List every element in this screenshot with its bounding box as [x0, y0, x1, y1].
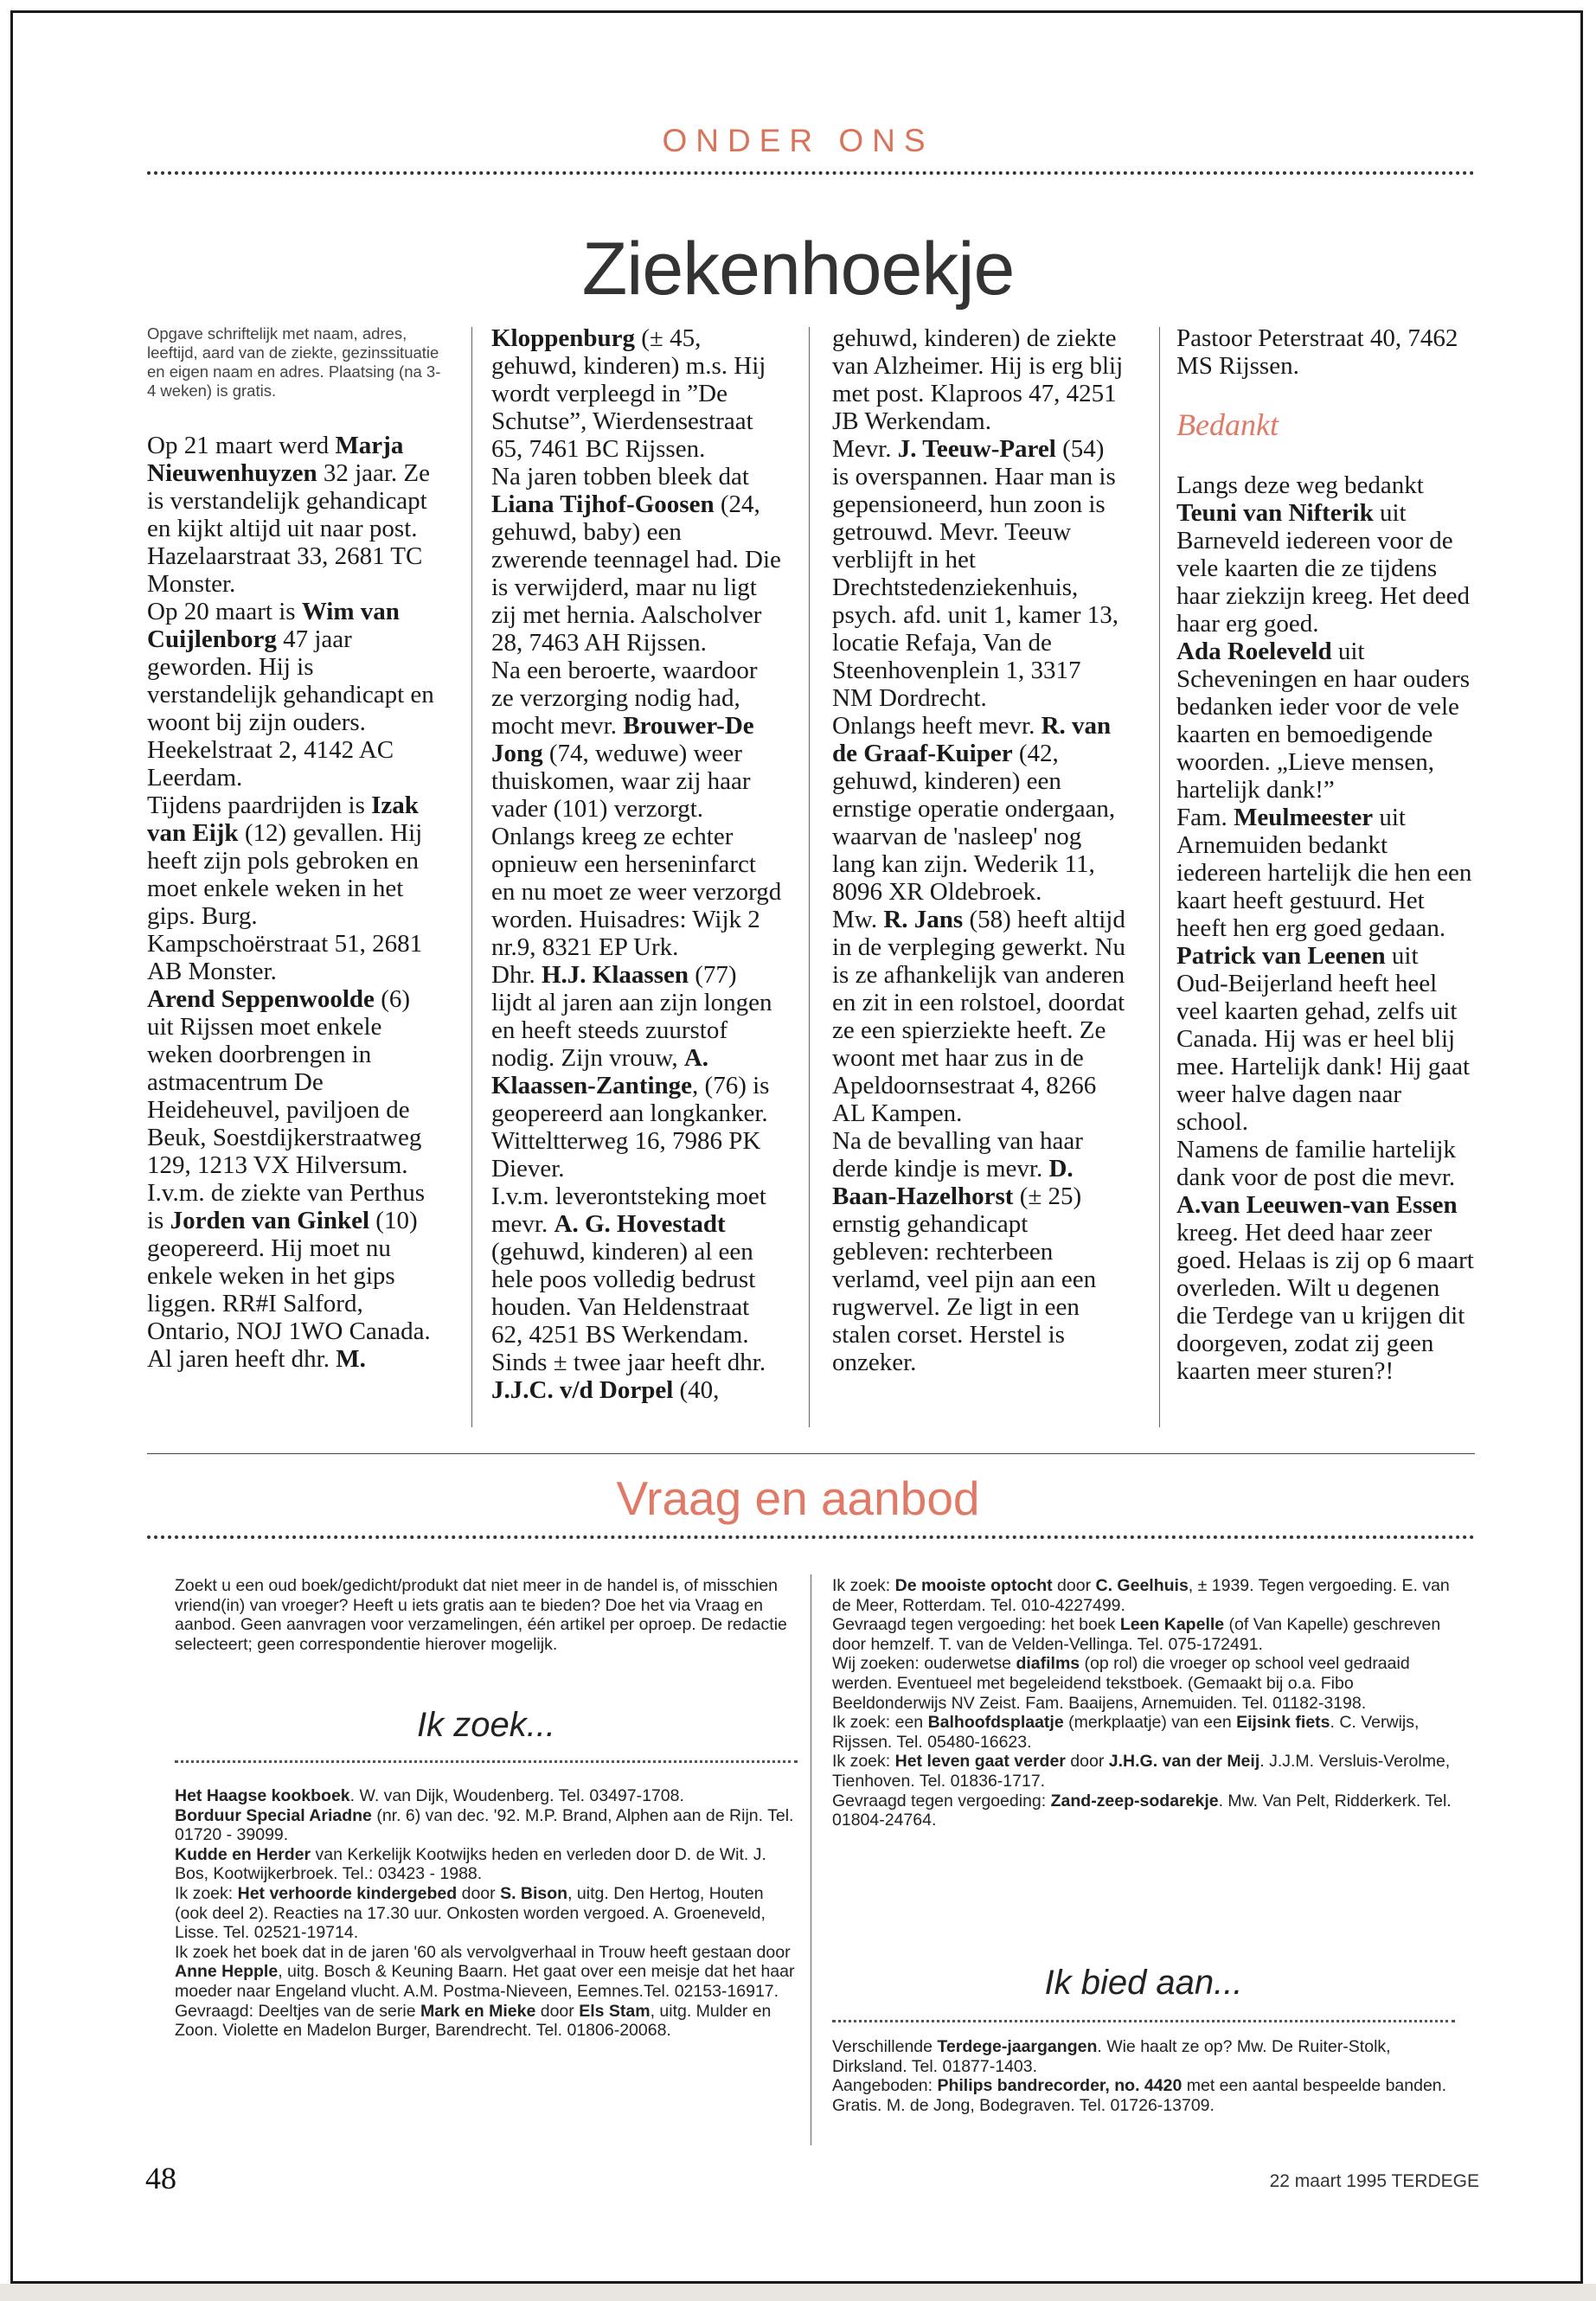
entry-paragraph: Wij zoeken: ouderwetse diafilms (op rol) die vroeger op school veel gedraaid werden. Eventueel met begeleidend tekstboek. (Gemaakt bij o.a. Fibo Beeldonderwijs NV Zeist. Fam. Baaijens, Arnemuiden. Tel. 01182-3198. — [832, 1654, 1410, 1713]
entry-name: Het verhoorde kindergebed — [237, 1883, 458, 1903]
entry-name: Het leven gaat verder — [894, 1752, 1066, 1772]
entry-paragraph: Gevraagd: Deeltjes van de serie Mark en Mieke door Els Stam, uitg. Mulder en Zoon. Violette en Madelon Burger, Barendrecht. Tel. 01806-20068. — [175, 2001, 772, 2041]
entry-name: Mark en Mieke — [420, 2001, 536, 2021]
entry-name: Els Stam — [579, 2001, 651, 2021]
entry-name: M. — [336, 1345, 366, 1373]
entry-name: A. G. Hovestadt — [554, 1210, 726, 1238]
entry-name: A. Klaassen-Zantinge — [491, 1044, 709, 1099]
entry-paragraph: gehuwd, kinderen) de ziekte van Alzheimer. Hij is erg blij met post. Klaproos 47, 4251 JB Werkendam. — [832, 324, 1124, 435]
entry-name: Teuni van Nifterik — [1176, 499, 1374, 527]
vraag-intro: Zoekt u een oud boek/gedicht/produkt dat niet meer in de handel is, of misschien vriend(in) van vroeger? Heeft u iets gratis aan te bieden? Doe het via Vraag en aanbod. Geen aanvragen voor verzamelingen, één artikel per oproep. De redactie selecteert; geen correspondentie hierover mogelijk. — [175, 1576, 787, 1654]
entry-paragraph: Langs deze weg bedankt Teuni van Nifterik uit Barneveld iedereen voor de vele kaarten die ze tijdens haar ziekzijn kreeg. Het deed haar erg goed. — [1176, 471, 1470, 638]
section-kicker: ONDER ONS — [662, 123, 934, 158]
entry-name: Leen Kapelle — [1119, 1615, 1225, 1635]
column-3 — [832, 324, 1126, 1376]
entry-paragraph: Borduur Special Ariadne (nr. 6) van dec. '92. M.P. Brand, Alphen aan de Rijn. Tel. 01720 - 39099. — [175, 1805, 794, 1845]
entry-paragraph: Ik zoek: De mooiste optocht door C. Geelhuis, ± 1939. Tegen vergoeding. E. van de Meer, Rotterdam. Tel. 010-4227499. — [832, 1576, 1450, 1615]
page-title: Ziekenhoekje — [581, 228, 1015, 311]
entry-paragraph: Gevraagd tegen vergoeding: Zand-zeep-sodarekje. Mw. Van Pelt, Ridderkerk. Tel. 01804-24764. — [832, 1791, 1452, 1830]
column-rule — [471, 327, 472, 1427]
entry-paragraph: Op 21 maart werd Marja Nieuwenhuyzen 32 jaar. Ze is verstandelijk gehandicapt en kijkt altijd uit naar post. Hazelaarstraat 33, 2681 TC Monster. — [147, 432, 431, 598]
entry-name: Kloppenburg — [491, 324, 635, 352]
entry-paragraph: Mw. R. Jans (58) heeft altijd in de verpleging gewerkt. Nu is ze afhankelijk van anderen en zit in een rolstoel, doordat ze een spierziekte heeft. Ze woont met haar zus in de Apeldoornsestraat 4, 8266 AL Kampen. — [832, 906, 1126, 1127]
ik-zoek-left-list — [175, 1786, 798, 2041]
entry-paragraph: Na jaren tobben bleek dat Liana Tijhof-Goosen (24, gehuwd, baby) een zwerende teennagel had. Die is verwijderd, maar nu ligt zij met hernia. Aalscholver 28, 7463 AH Rijssen. — [491, 463, 781, 657]
column-rule — [1159, 327, 1160, 1427]
entry-paragraph: Arend Seppenwoolde (6) uit Rijssen moet enkele weken doorbrengen in astmacentrum De Heideheuvel, paviljoen de Beuk, Soestdijkerstraatweg 129, 1213 VX Hilversum. — [147, 985, 422, 1179]
entry-name: Balhoofdsplaatje — [927, 1713, 1064, 1733]
entry-name: Anne Hepple — [175, 1962, 279, 1982]
entry-paragraph: Dhr. H.J. Klaassen (77) lijdt al jaren aan zijn longen en heeft steeds zuurstof nodig. Zijn vrouw, A. Klaassen-Zantinge, (76) is geopereerd aan longkanker. Witteltterweg 16, 7986 PK Diever. — [491, 961, 772, 1183]
page-number: 48 — [145, 2161, 176, 2195]
entry-name: S. Bison — [500, 1883, 568, 1903]
entry-name: H.J. Klaassen — [542, 961, 689, 989]
entry-paragraph: Ik zoek het boek dat in de jaren '60 als vervolgverhaal in Trouw heeft gestaan door Anne Hepple, uitg. Bosch & Keuning Baarn. Het gaat over een meisje dat het haar moeder naar Engeland vlucht. A.M. Postma-Nieveen, Eemnes.Tel. 02153-16917. — [175, 1942, 795, 2001]
scan-edge — [0, 2284, 1596, 2301]
entry-name: Jorden van Ginkel — [170, 1207, 370, 1234]
entry-name: Wim van Cuijlenborg — [147, 598, 400, 653]
entry-name: R. van de Graaf-Kuiper — [832, 712, 1112, 767]
entry-paragraph: Patrick van Leenen uit Oud-Beijerland heeft heel veel kaarten gehad, zelfs uit Canada. Hij was er heel blij mee. Hartelijk dank! Hij gaat weer halve dagen naar school. — [1176, 942, 1471, 1136]
entry-name: Borduur Special Ariadne — [175, 1805, 372, 1825]
entry-name: Arend Seppenwoolde — [147, 985, 375, 1013]
column-rule — [809, 327, 810, 1427]
vraag-left-column — [175, 1576, 798, 1654]
ik-zoek-heading: Ik zoek... — [416, 1706, 556, 1744]
entry-name: A.van Leeuwen-van Essen — [1176, 1191, 1458, 1219]
entry-paragraph: Aangeboden: Philips bandrecorder, no. 4420 met een aantal bespeelde banden. Gratis. M. de Jong, Bodegraven. Tel. 01726-13709. — [832, 2076, 1447, 2115]
entry-paragraph: Mevr. J. Teeuw-Parel (54) is overspannen. Haar man is gepensioneerd, hun zoon is getrouwd. Mevr. Teeuw verblijft in het Drechtstedenziekenhuis, psych. afd. unit 1, kamer 13, locatie Refaja, Van de Steenhovenplein 1, 3317 NM Dordrecht. — [832, 435, 1119, 712]
column-1 — [147, 324, 441, 1373]
ik-bied-list — [832, 2037, 1455, 2115]
entry-name: Terdege-jaargangen — [937, 2037, 1098, 2056]
section-rule — [147, 1453, 1475, 1454]
entry-name: Kudde en Herder — [175, 1844, 311, 1864]
entry-name: Ada Roeleveld — [1176, 638, 1332, 665]
entry-paragraph: Al jaren heeft dhr. M. — [147, 1345, 366, 1373]
entry-paragraph: Ada Roeleveld uit Scheveningen en haar ouders bedanken ieder voor de vele kaarten en bemoedigende woorden. „Lieve mensen, hartelijk dank!” — [1176, 638, 1471, 804]
entry-name: D. Baan-Hazelhorst — [832, 1155, 1074, 1210]
bedankt-heading: Bedankt — [1176, 407, 1279, 442]
entry-name: R. Jans — [883, 906, 964, 933]
ik-zoek-divider — [175, 1760, 798, 1763]
entry-paragraph: Het Haagse kookboek. W. van Dijk, Woudenberg. Tel. 03497-1708. — [175, 1786, 684, 1805]
vraag-en-aanbod-title: Vraag en aanbod — [616, 1471, 980, 1525]
entry-name: J.H.G. van der Meij — [1108, 1752, 1260, 1772]
entry-name: Zand-zeep-sodarekje — [1050, 1791, 1219, 1811]
entry-paragraph: Ik zoek: Het verhoorde kindergebed door S. Bison, uitg. Den Hertog, Houten (ook deel 2). Reacties na 17.30 uur. Onkosten worden vergoed. A. Groeneveld, Lisse. Tel. 02521-19714. — [175, 1883, 766, 1943]
bedankt-entries — [1176, 471, 1475, 1385]
entry-name: Patrick van Leenen — [1176, 942, 1386, 970]
entry-name: Izak van Eijk — [147, 792, 419, 847]
entry-name: C. Geelhuis — [1095, 1576, 1189, 1595]
entry-paragraph: Fam. Meulmeester uit Arnemuiden bedankt iedereen hartelijk die hen een kaart heeft gestuurd. Het heeft hen erg goed gedaan. — [1176, 804, 1472, 942]
entry-name: J.J.C. v/d Dorpel — [491, 1376, 674, 1404]
entry-paragraph: Tijdens paardrijden is Izak van Eijk (12) gevallen. Hij heeft zijn pols gebroken en moet enkele weken in het gips. Burg. Kampschoërstraat 51, 2681 AB Monster. — [147, 792, 423, 985]
entry-paragraph: Ik zoek: Het leven gaat verder door J.H.G. van der Meij. J.J.M. Versluis-Verolme, Tienhoven. Tel. 01836-1717. — [832, 1752, 1451, 1791]
entry-paragraph: Gevraagd tegen vergoeding: het boek Leen Kapelle (of Van Kapelle) geschreven door hemzelf. T. van de Velden-Vellinga. Tel. 075-172491. — [832, 1615, 1441, 1654]
entry-paragraph: Op 20 maart is Wim van Cuijlenborg 47 jaar geworden. Hij is verstandelijk gehandicapt en woont bij zijn ouders. Heekelstraat 2, 4142 AC Leerdam. — [147, 598, 434, 792]
ik-bied-divider — [832, 2020, 1455, 2022]
entry-name: Liana Tijhof-Goosen — [491, 490, 715, 518]
entry-name: Brouwer-De Jong — [491, 712, 754, 767]
issue-footer: 22 maart 1995 TERDEGE — [1269, 2171, 1479, 2191]
column-4 — [1176, 324, 1475, 1385]
vraag-divider — [147, 1535, 1475, 1539]
entry-paragraph: I.v.m. leverontsteking moet mevr. A. G. Hovestadt (gehuwd, kinderen) al een hele poos volledig bedrust houden. Van Heldenstraat 62, 4251 BS Werkendam. — [491, 1183, 766, 1349]
entry-name: J. Teeuw-Parel — [897, 435, 1056, 463]
entry-name: Meulmeester — [1234, 804, 1374, 831]
entry-paragraph: Namens de familie hartelijk dank voor de post die mevr. A.van Leeuwen-van Essen kreeg. Het deed haar zeer goed. Helaas is zij op 6 maart overleden. Wilt u degenen die Terdege van u krijgen dit doorgeven, zodat zij geen kaarten meer sturen?! — [1176, 1136, 1474, 1385]
entry-paragraph: I.v.m. de ziekte van Perthus is Jorden van Ginkel (10) geopereerd. Hij moet nu enkele weken in het gips liggen. RR#I Salford, Ontario, NOJ 1WO Canada. — [147, 1179, 431, 1345]
column-1-entries — [147, 432, 441, 1373]
intro-note: Opgave schriftelijk met naam, adres, leeftijd, aard van de ziekte, gezinssituatie en eigen naam en adres. Plaatsing (na 3-4 weken) is gratis. — [147, 324, 441, 400]
entry-name: Marja Nieuwenhuyzen — [147, 432, 404, 487]
entry-paragraph: Na de bevalling van haar derde kindje is mevr. D. Baan-Hazelhorst (± 25) ernstig gehandicapt gebleven: rechterbeen verlamd, veel pijn aan een rugwervel. Ze ligt in een stalen corset. Herstel is onzeker. — [832, 1127, 1097, 1376]
address-continuation: Pastoor Peterstraat 40, 7462 MS Rijssen. — [1176, 324, 1458, 380]
entry-name: Het Haagse kookboek — [175, 1786, 350, 1805]
kicker-divider — [147, 171, 1475, 175]
column-2 — [491, 324, 782, 1404]
entry-paragraph: Kudde en Herder van Kerkelijk Kootwijks heden en verleden door D. de Wit. J. Bos, Kootwijkerbroek. Tel.: 03423 - 1988. — [175, 1844, 766, 1884]
entry-paragraph: Ik zoek: een Balhoofdsplaatje (merkplaatje) van een Eijsink fiets. C. Verwijs, Rijssen. Tel. 05480-16623. — [832, 1713, 1420, 1752]
entry-paragraph: Na een beroerte, waardoor ze verzorging nodig had, mocht mevr. Brouwer-De Jong (74, weduwe) weer thuiskomen, waar zij haar vader (101) verzorgt. Onlangs kreeg ze echter opnieuw een herseninfarct en nu moet ze weer verzorgd worden. Huisadres: Wijk 2 nr.9, 8321 EP Urk. — [491, 657, 782, 961]
entry-paragraph: Sinds ± twee jaar heeft dhr. J.J.C. v/d Dorpel (40, — [491, 1349, 766, 1404]
entry-name: Philips bandrecorder, no. 4420 — [937, 2076, 1183, 2096]
entry-name: diafilms — [1016, 1654, 1080, 1674]
entry-paragraph: Onlangs heeft mevr. R. van de Graaf-Kuiper (42, gehuwd, kinderen) een ernstige operatie ondergaan, waarvan de 'nasleep' nog lang kan zijn. Wederik 11, 8096 XR Oldebroek. — [832, 712, 1116, 906]
entry-paragraph: Verschillende Terdege-jaargangen. Wie haalt ze op? Mw. De Ruiter-Stolk, Dirksland. Tel. 01877-1403. — [832, 2037, 1391, 2076]
entry-name: De mooiste optocht — [894, 1576, 1053, 1595]
ik-bied-heading: Ik bied aan... — [1044, 1964, 1243, 2002]
entry-paragraph: Kloppenburg (± 45, gehuwd, kinderen) m.s. Hij wordt verpleegd in ”De Schutse”, Wierdensestraat 65, 7461 BC Rijssen. — [491, 324, 766, 463]
entry-name: Eijsink fiets — [1236, 1713, 1330, 1733]
ik-zoek-right-list — [832, 1576, 1455, 1830]
